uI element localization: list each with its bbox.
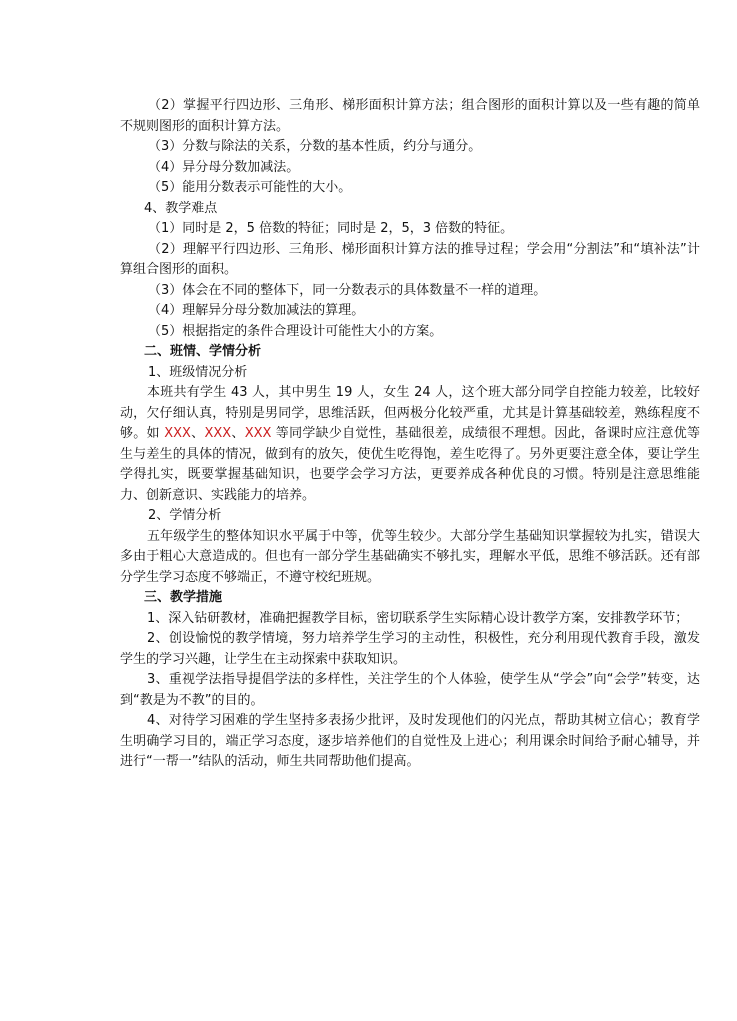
measure-item: 2、创设愉悦的教学情境，努力培养学生学习的主动性，积极性，充分利用现代教育手段，激发学生的学习兴趣，让学生在主动探索中获取知识。: [120, 631, 700, 667]
objective-item: （4）异分母分数加减法。: [148, 159, 300, 175]
class-analysis-paragraph: [120, 383, 700, 506]
measure-item: 4、对待学习困难的学生坚持多表扬少批评，及时发现他们的闪光点，帮助其树立信心；教育学生明确学习目的，端正学习态度，逐步培养他们的自觉性及上进心；利用课余时间给予耐心辅导，并进行“一帮一”结队的活动，师生共同帮助他们提高。: [120, 713, 700, 769]
section-3-title: 三、教学措施: [144, 590, 223, 605]
student-name-redacted: XXX: [164, 426, 191, 441]
section-2-title: 二、班情、学情分析: [144, 344, 262, 359]
student-name-redacted: XXX: [204, 426, 232, 441]
study-analysis-paragraph: 五年级学生的整体知识水平属于中等，优等生较少。大部分学生基础知识掌握较为扎实，错误大多由于粗心大意造成的。但也有一部分学生基础确实不够扎实，理解水平低，思维不够活跃。还有部分学生学习态度不够端正，不遵守校纪班规。: [120, 528, 700, 585]
difficulty-item: （5）根据指定的条件合理设计可能性大小的方案。: [148, 323, 443, 339]
document-body: [120, 96, 700, 773]
class-analysis-text-before: 本班共有学生 43 人，其中男生 19 人，女生 24 人，这个班大部分同学自控能力较差，比较好动，欠仔细认真，特别是男同学，思维活跃，但两极分化较严重，尤其是计算基础较差，熟练程度不够。如: [120, 385, 700, 441]
name-separator: 、: [231, 426, 245, 441]
objective-item: （2）掌握平行四边形、三角形、梯形面积计算方法；组合图形的面积计算以及一些有趣的简单不规则图形的面积计算方法。: [120, 98, 700, 134]
objective-item: （3）分数与除法的关系，分数的基本性质，约分与通分。: [148, 139, 482, 154]
student-name-redacted: XXX: [244, 426, 272, 441]
measure-item: 3、重视学法指导提倡学法的多样性，关注学生的个人体验，使学生从“学会”向“会学”转变，达到“教是为不教”的目的。: [120, 672, 700, 708]
objective-item: （5）能用分数表示可能性的大小。: [148, 180, 352, 195]
difficulty-item: （3）体会在不同的整体下，同一分数表示的具体数量不一样的道理。: [148, 282, 547, 298]
study-analysis-heading: 2、学情分析: [148, 508, 222, 523]
class-analysis-heading: 1、班级情况分析: [148, 364, 248, 380]
difficulty-item: （1）同时是 2，5 倍数的特征；同时是 2，5，3 倍数的特征。: [148, 221, 514, 236]
difficulty-item: （4）理解异分母分数加减法的算理。: [148, 303, 365, 318]
difficulties-heading: 4、教学难点: [144, 200, 218, 216]
name-separator: 、: [190, 426, 205, 441]
class-analysis-text-after: 等同学缺少自觉性，基础很差，成绩很不理想。因此，备课时应注意优等生与差生的具体的情况，做到有的放矢，使优生吃得饱，差生吃得了。另外更要注意全体，要让学生学得扎实，既要掌握基础知识，也要学会学习方法，更要养成各种优良的习惯。特别是注意思维能力、创新意识、实践能力的培养。: [120, 426, 700, 503]
difficulty-item: （2）理解平行四边形、三角形、梯形面积计算方法的推导过程；学会用“分割法”和“填补法”计算组合图形的面积。: [120, 241, 700, 277]
measure-item: 1、深入钻研教材，准确把握教学目标，密切联系学生实际精心设计教学方案，安排教学环节；: [147, 610, 689, 626]
